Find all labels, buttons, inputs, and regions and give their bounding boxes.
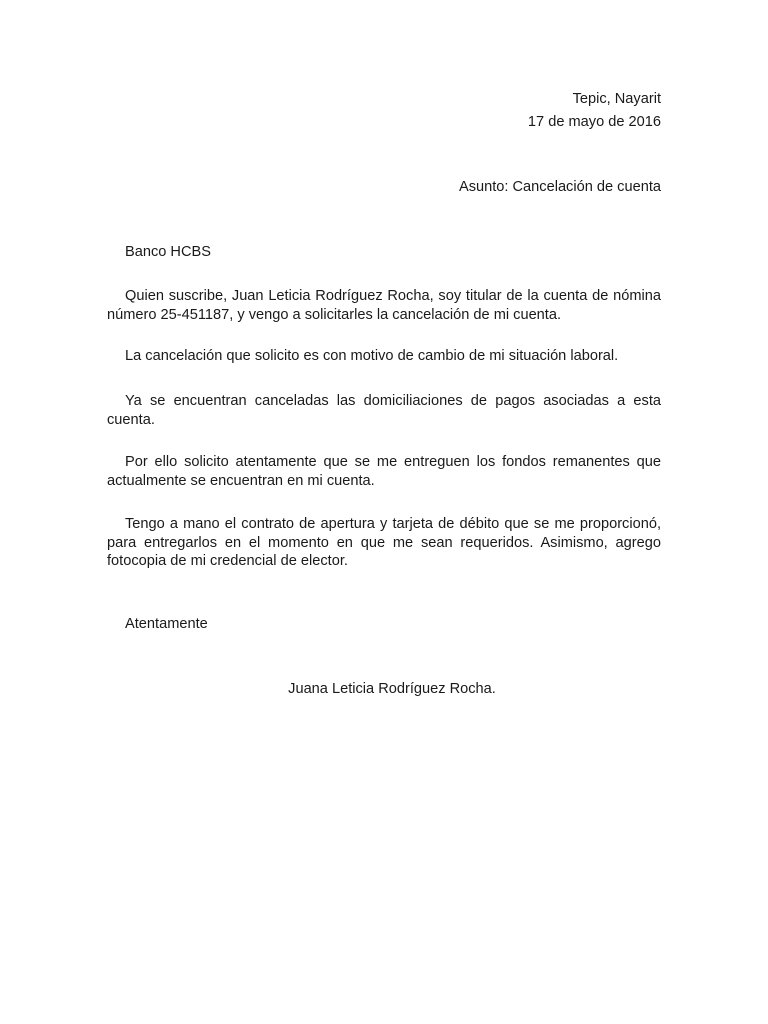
- paragraph-reason: La cancelación que solicito es con motivo de cambio de mi situación laboral.: [125, 348, 619, 364]
- letter-place: Tepic, Nayarit: [572, 91, 661, 107]
- letter-recipient: Banco HCBS: [125, 244, 211, 260]
- paragraph-documents: Tengo a mano el contrato de apertura y tarjeta de débito que se me proporcionó, para entregarlos en el momento en que me sean requeridos. Asimismo, agrego fotocopia de mi credencial de elector.: [107, 516, 661, 569]
- letter-subject: Asunto: Cancelación de cuenta: [458, 179, 661, 195]
- paragraph-direct-debits: Ya se encuentran canceladas las domiciliaciones de pagos asociadas a esta cuenta.: [107, 393, 661, 428]
- paragraph-remaining-funds: Por ello solicito atentamente que se me entreguen los fondos remanentes que actualmente se encuentran en mi cuenta.: [107, 454, 661, 489]
- letter-date: 17 de mayo de 2016: [527, 114, 661, 130]
- letter-signature-name: Juana Leticia Rodríguez Rocha.: [288, 681, 496, 697]
- paragraph-account-holder: Quien suscribe, Juan Leticia Rodríguez Rocha, soy titular de la cuenta de nómina número 25-451187, y vengo a solicitarles la cancelación de mi cuenta.: [107, 288, 661, 323]
- letter-closing: Atentamente: [125, 616, 208, 632]
